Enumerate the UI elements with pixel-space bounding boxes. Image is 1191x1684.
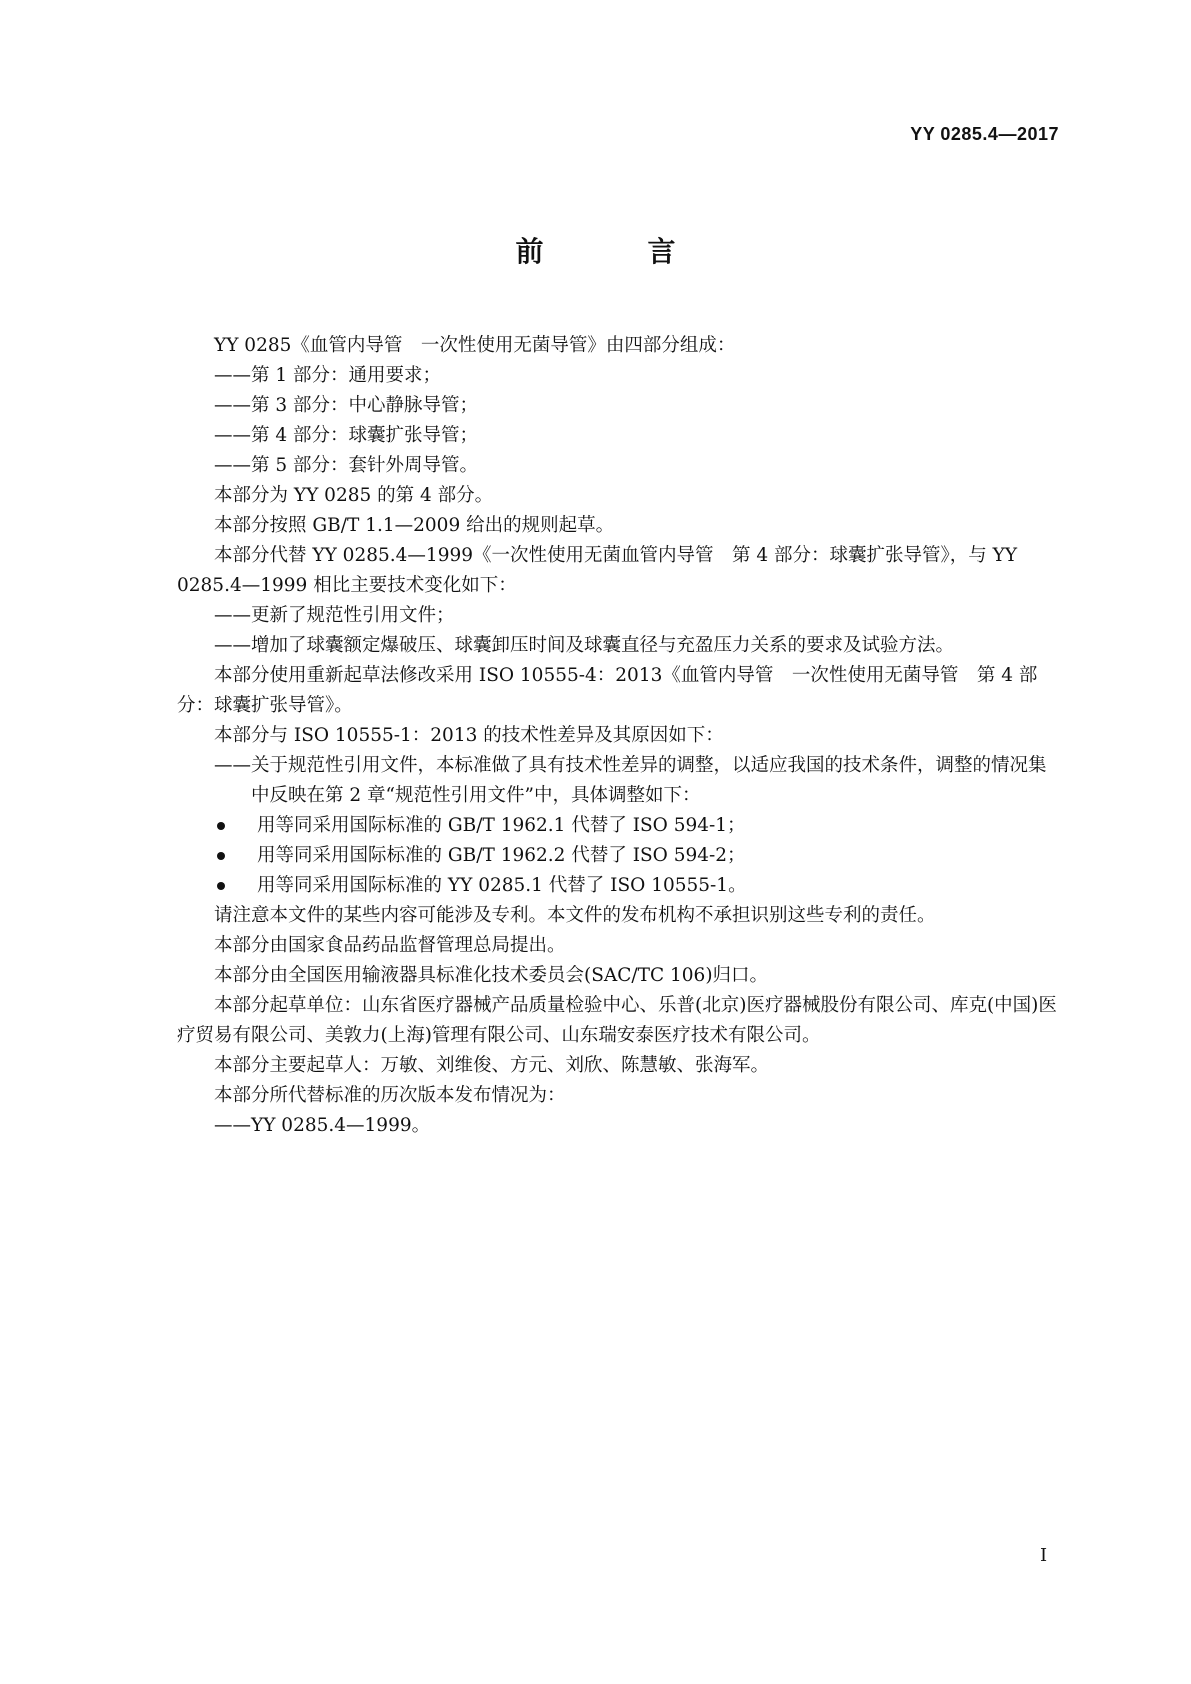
list-item: ——第 3 部分：中心静脉导管； [214, 395, 479, 416]
bullet-text: 用等同采用国际标准的 YY 0285.1 代替了 ISO 10555-1。 [257, 875, 747, 896]
paragraph: 本部分为 YY 0285 的第 4 部分。 [214, 485, 494, 506]
paragraph: 本部分与 ISO 10555-1：2013 的技术性差异及其原因如下： [214, 725, 724, 746]
list-item: ——增加了球囊额定爆破压、球囊卸压时间及球囊直径与充盈压力关系的要求及试验方法。 [214, 635, 955, 656]
bullet-text: 用等同采用国际标准的 GB/T 1962.2 代替了 ISO 594-2； [257, 845, 746, 866]
list-item: ——更新了规范性引用文件； [214, 605, 455, 626]
page-title: 前 言 [515, 235, 714, 268]
list-item: ——YY 0285.4—1999。 [214, 1115, 431, 1136]
paragraph: 本部分所代替标准的历次版本发布情况为： [214, 1085, 566, 1106]
paragraph: 本部分起草单位：山东省医疗器械产品质量检验中心、乐普(北京)医疗器械股份有限公司、库克(中国)医疗贸易有限公司、美敦力(上海)管理有限公司、山东瑞安泰医疗技术有限公司。 [177, 995, 1057, 1046]
list-item: ——第 4 部分：球囊扩张导管； [214, 425, 479, 446]
bullet-icon [217, 882, 225, 890]
paragraph: 本部分主要起草人：万敏、刘维俊、方元、刘欣、陈慧敏、张海军。 [214, 1055, 770, 1076]
paragraph: 本部分按照 GB/T 1.1—2009 给出的规则起草。 [214, 515, 615, 536]
bullet-item [177, 871, 1059, 901]
bullet-icon [217, 822, 225, 830]
standard-code: YY 0285.4—2017 [910, 124, 1059, 144]
list-item: ——第 5 部分：套针外周导管。 [214, 455, 479, 476]
list-item: ——第 1 部分：通用要求； [214, 365, 442, 386]
list-item: ——关于规范性引用文件，本标准做了具有技术性差异的调整，以适应我国的技术条件，调整的情况集中反映在第 2 章“规范性引用文件”中，具体调整如下： [214, 755, 1047, 806]
page-number: I [1040, 1545, 1048, 1566]
paragraph: YY 0285《血管内导管 一次性使用无菌导管》由四部分组成： [214, 335, 736, 356]
bullet-item [177, 811, 1059, 841]
paragraph: 本部分由全国医用输液器具标准化技术委员会(SAC/TC 106)归口。 [214, 965, 769, 986]
paragraph: 本部分代替 YY 0285.4—1999《一次性使用无菌血管内导管 第 4 部分：球囊扩张导管》，与 YY 0285.4—1999 相比主要技术变化如下： [177, 545, 1018, 596]
foreword-body [177, 331, 1059, 1141]
paragraph: 本部分使用重新起草法修改采用 ISO 10555-4：2013《血管内导管 一次性使用无菌导管 第 4 部分：球囊扩张导管》。 [177, 665, 1038, 716]
bullet-icon [217, 852, 225, 860]
paragraph: 本部分由国家食品药品监督管理总局提出。 [214, 935, 566, 956]
bullet-item [177, 841, 1059, 871]
bullet-text: 用等同采用国际标准的 GB/T 1962.1 代替了 ISO 594-1； [257, 815, 746, 836]
paragraph: 请注意本文件的某些内容可能涉及专利。本文件的发布机构不承担识别这些专利的责任。 [214, 905, 936, 926]
